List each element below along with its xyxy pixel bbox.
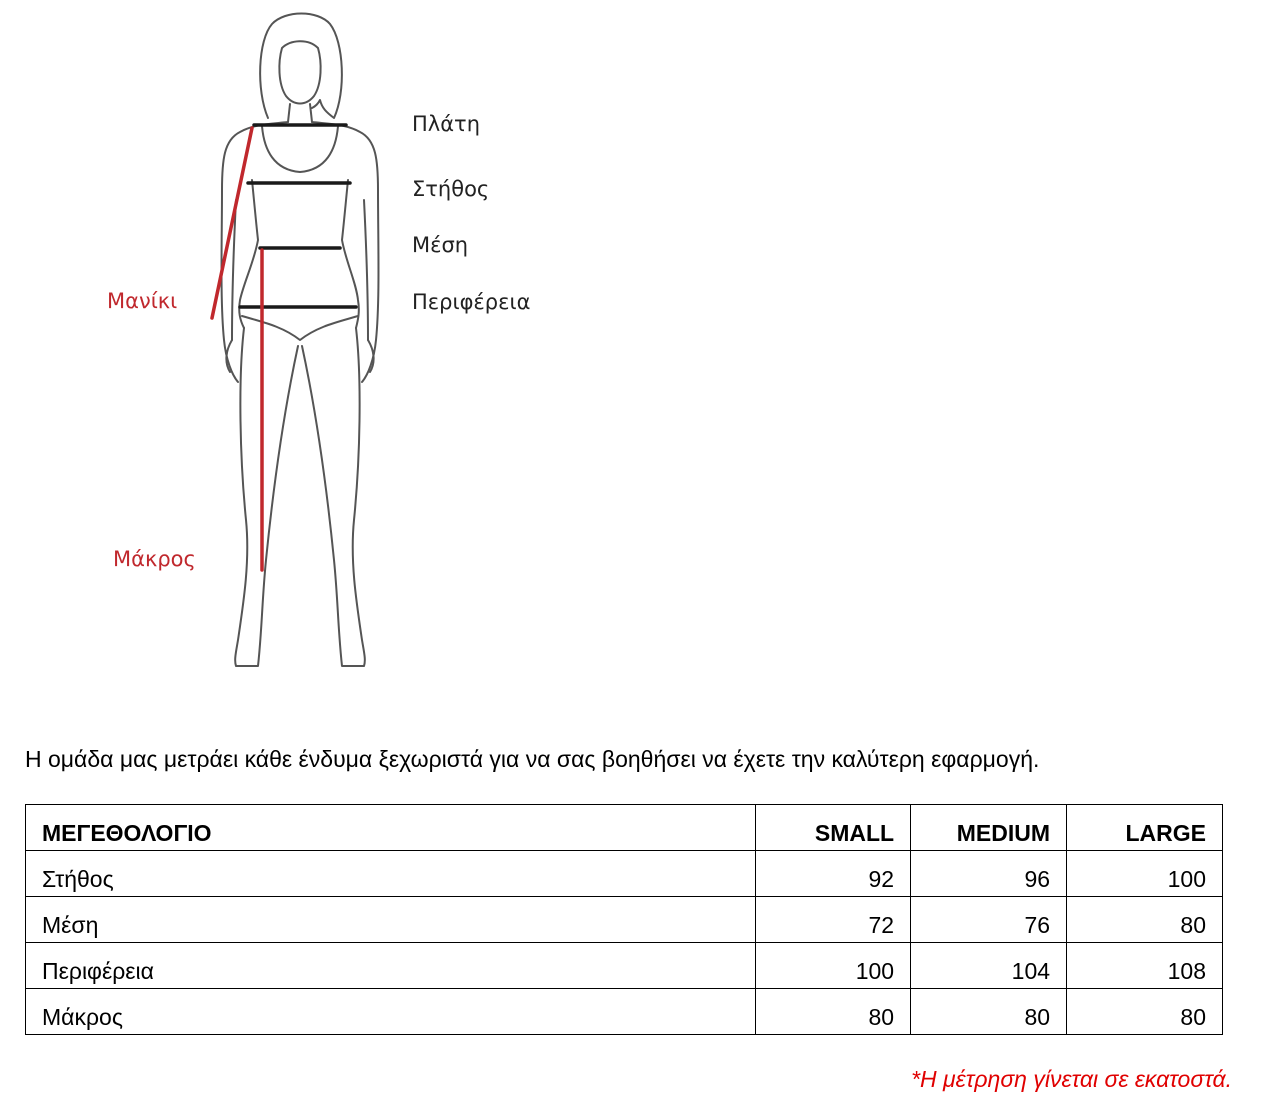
label-length: Μάκρος xyxy=(113,547,196,571)
intro-text: Η ομάδα μας μετράει κάθε ένδυμα ξεχωριστά για να σας βοηθήσει να έχετε την καλύτερη εφαρμογή. xyxy=(25,746,1040,772)
size-chart-table xyxy=(25,804,1223,1035)
cell-large: 80 xyxy=(1067,897,1223,943)
row-label: Μέση xyxy=(26,897,756,943)
header-large: LARGE xyxy=(1067,805,1223,851)
header-medium: MEDIUM xyxy=(911,805,1067,851)
cell-medium: 104 xyxy=(911,943,1067,989)
table-row xyxy=(26,989,1223,1035)
label-hips: Περιφέρεια xyxy=(412,290,531,314)
label-sleeve: Μανίκι xyxy=(107,289,178,313)
footnote: *Η μέτρηση γίνεται σε εκατοστά. xyxy=(911,1066,1232,1092)
cell-small: 72 xyxy=(756,897,911,943)
cell-medium: 96 xyxy=(911,851,1067,897)
cell-small: 92 xyxy=(756,851,911,897)
table-row xyxy=(26,897,1223,943)
label-shoulders: Πλάτη xyxy=(412,112,481,136)
header-size-chart: ΜΕΓΕΘΟΛΟΓΙΟ xyxy=(26,805,756,851)
cell-small: 80 xyxy=(756,989,911,1035)
row-label: Στήθος xyxy=(26,851,756,897)
label-waist: Μέση xyxy=(412,233,469,257)
body-silhouette-illustration xyxy=(0,0,620,700)
cell-medium: 76 xyxy=(911,897,1067,943)
cell-medium: 80 xyxy=(911,989,1067,1035)
header-small: SMALL xyxy=(756,805,911,851)
cell-large: 80 xyxy=(1067,989,1223,1035)
body-measurement-figure xyxy=(0,0,620,700)
table-row xyxy=(26,943,1223,989)
cell-small: 100 xyxy=(756,943,911,989)
table-row xyxy=(26,851,1223,897)
row-label: Μάκρος xyxy=(26,989,756,1035)
table-header-row xyxy=(26,805,1223,851)
row-label: Περιφέρεια xyxy=(26,943,756,989)
cell-large: 100 xyxy=(1067,851,1223,897)
label-chest: Στήθος xyxy=(412,177,490,201)
cell-large: 108 xyxy=(1067,943,1223,989)
